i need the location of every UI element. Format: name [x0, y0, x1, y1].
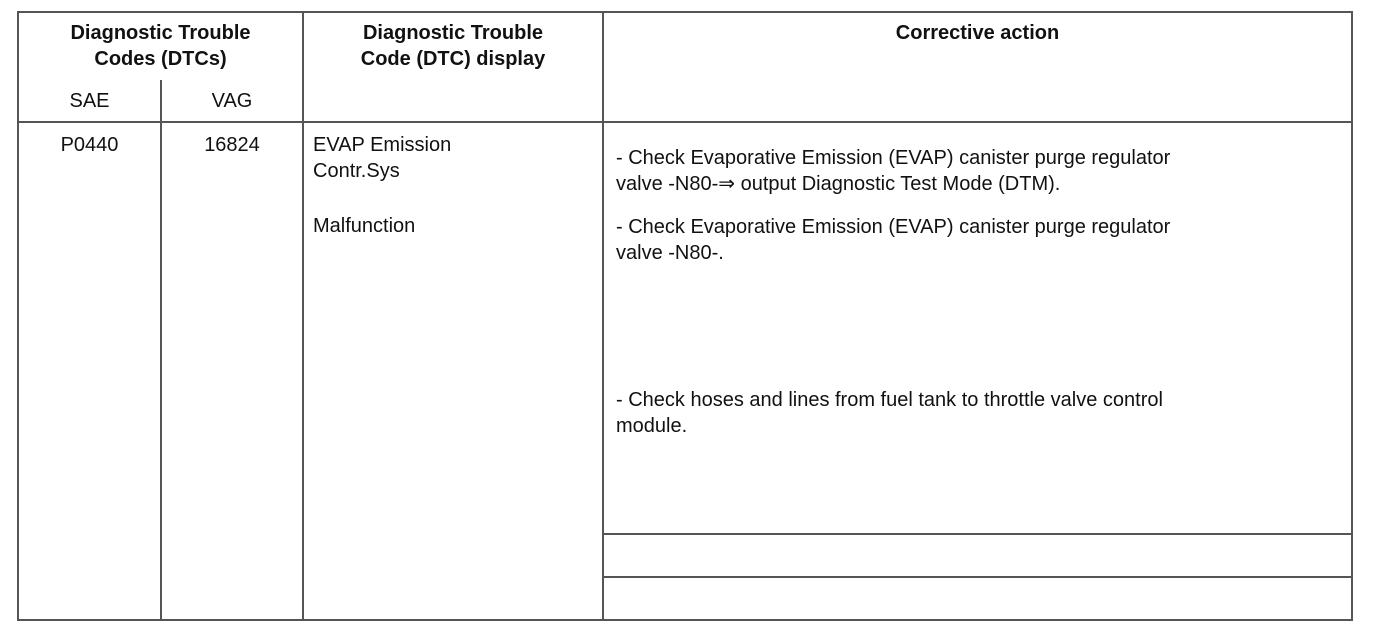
column-divider-codes-display	[302, 11, 304, 621]
cell-sae-code: P0440	[60, 134, 119, 156]
header-vag: VAG	[211, 90, 253, 112]
action-row-divider-1	[602, 533, 1353, 535]
column-divider-sae-vag	[160, 80, 162, 621]
header-row-divider	[17, 121, 1353, 123]
corrective-action-1: - Check Evaporative Emission (EVAP) canister purge regulator valve -N80-⇒ output Diagnostic Test Mode (DTM).	[616, 147, 1171, 195]
cell-display-malfunction: Malfunction	[313, 215, 416, 237]
column-divider-display-action	[602, 11, 604, 621]
cell-vag-code: 16824	[204, 134, 260, 156]
corrective-action-3: - Check hoses and lines from fuel tank to throttle valve control module.	[616, 389, 1163, 437]
header-dtc-display: Diagnostic Trouble Code (DTC) display	[360, 22, 546, 70]
header-dtc-codes: Diagnostic Trouble Codes (DTCs)	[70, 22, 251, 70]
corrective-action-2: - Check Evaporative Emission (EVAP) canister purge regulator valve -N80-.	[616, 216, 1171, 264]
header-corrective-action: Corrective action	[895, 22, 1060, 44]
cell-display-description: EVAP Emission Contr.Sys	[313, 134, 452, 182]
header-sae: SAE	[69, 90, 110, 112]
action-row-divider-2	[602, 576, 1353, 578]
